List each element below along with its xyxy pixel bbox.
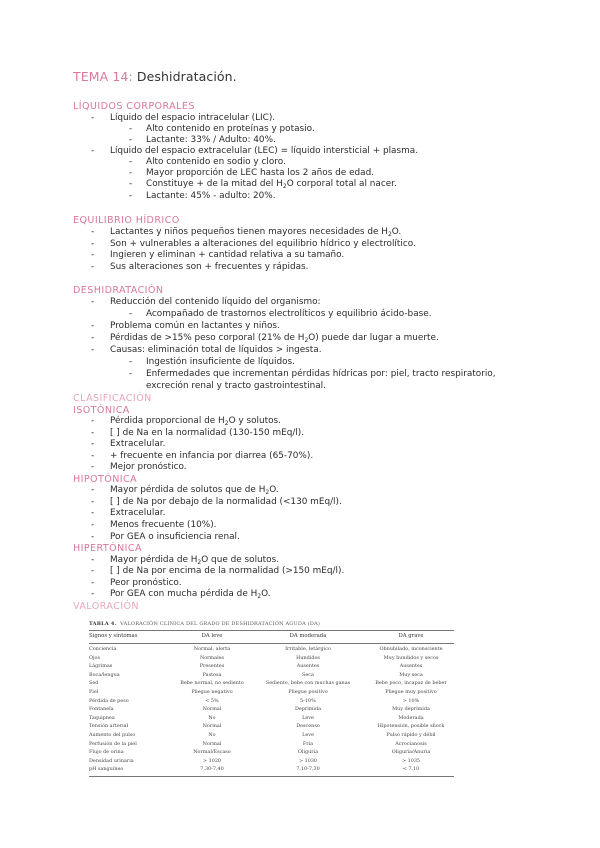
list-item: - + frecuente en infancia por diarrea (65-70%).	[91, 451, 314, 461]
heading-equilibrio: EQUILIBRIO HÍDRICO	[73, 215, 180, 226]
table-cell: Perfusión de la piel	[89, 740, 137, 747]
table-cell: Pastosa	[202, 671, 222, 678]
heading-hipertonica: HIPERTÓNICA	[73, 543, 142, 554]
table-cell: 5-10%	[300, 697, 316, 704]
list-item: - Pérdida proporcional de $H_2O$ y solutos.	[91, 416, 281, 427]
list-item: - Líquido del espacio intracelular (LIC).	[91, 113, 276, 123]
table-cell: Oliguria	[297, 749, 319, 756]
table-cell: Normal, alerta	[193, 646, 231, 652]
table-rule-top	[89, 630, 454, 631]
list-item: - Mayor pérdida de $H_2O$ que de solutos.	[91, 555, 280, 566]
table-cell: Acrocianosis	[395, 740, 427, 747]
table-cell: Hipotensión, posible shock	[377, 723, 445, 730]
table-cell: Fontanela	[89, 706, 114, 713]
table-cell: Normales	[199, 654, 225, 661]
table-cell: Pulso rápido y débil	[386, 732, 436, 738]
table-cell: < 5%	[205, 697, 219, 704]
table-cell: Obnubilado, inconsciente	[379, 646, 443, 652]
table-header-cell: DA moderada	[289, 633, 327, 639]
list-item: - Enfermedades que incrementan pérdidas hídricas por: piel, tracto respiratorio,	[129, 369, 496, 379]
table-cell: 7,30-7,40	[200, 766, 224, 773]
table-cell: Boca/lengua	[89, 671, 120, 678]
table-cell: No	[208, 732, 216, 738]
table-cell: Aumento del pulso	[89, 732, 136, 738]
table-cell: Leve	[302, 714, 314, 721]
table-caption: TABLA 4. VALORACIÓN CLÍNICA DEL GRADO DE DESHIDRATACIÓN AGUDA (DA)	[89, 621, 321, 627]
table-row	[89, 749, 454, 758]
table-cell: Fría	[302, 740, 314, 747]
list-item: - Lactantes y niños pequeños tienen mayores necesidades de $H_2O$.	[91, 227, 402, 238]
table-cell: No	[208, 714, 216, 721]
table-cell: Piel	[89, 689, 99, 695]
list-item: - Líquido del espacio extracelular (LEC) = líquido intersticial + plasma.	[91, 146, 419, 156]
table-row	[89, 741, 454, 750]
list-item: - Lactante: 33% / Adulto: 40%.	[129, 135, 276, 145]
table-row	[89, 680, 454, 689]
heading-hipotonica: HIPOTÓNICA	[73, 474, 138, 485]
table-cell: Flujo de orina	[89, 749, 124, 756]
list-item: - Son + vulnerables a alteraciones del equilibrio hídrico y electrolítico.	[91, 239, 416, 249]
list-item-continuation: excreción renal y tracto gastrointestinal.	[146, 381, 326, 391]
list-item: - Reducción del contenido líquido del organismo:	[91, 297, 321, 307]
table-cell: > 10%	[402, 697, 420, 704]
list-item: - Mejor pronóstico.	[91, 462, 187, 472]
table-cell: Descenso	[296, 723, 320, 730]
table-cell: Pliegue muy positivo	[385, 689, 437, 695]
table-row	[89, 766, 454, 775]
table-cell: Seca	[302, 671, 314, 678]
list-item: - Constituye + de la mitad del $H_2O$ corporal total al nacer.	[129, 179, 397, 190]
table-rule-bottom	[89, 776, 454, 777]
list-item: - Lactante: 45% - adulto: 20%.	[129, 191, 276, 201]
list-item: - Alto contenido en proteínas y potasio.	[129, 124, 315, 134]
page-title	[73, 69, 237, 84]
table-cell: Bebe normal, no sediento	[180, 680, 244, 687]
table-cell: Tensión arterial	[89, 723, 129, 730]
table-cell: Presentes	[199, 663, 225, 670]
table-row	[89, 663, 454, 672]
table-row	[89, 732, 454, 741]
table-cell: Normal/Escaso	[193, 749, 231, 756]
list-item: - Problema común en lactantes y niños.	[91, 321, 280, 331]
list-item: - [ ] de Na en la normalidad (130-150 mEq/l).	[91, 428, 305, 438]
table-row	[89, 698, 454, 707]
list-item: - Peor pronóstico.	[91, 578, 182, 588]
table-header-cell: DA leve	[201, 633, 223, 639]
heading-liquidos: LÍQUIDOS CORPORALES	[73, 101, 195, 112]
table-cell: Lágrimas	[89, 663, 113, 670]
list-item: - Pérdidas de >15% peso corporal (21% de $H_2O$) puede dar lugar a muerte.	[91, 333, 439, 344]
table-cell: Normal	[202, 740, 222, 747]
table-cell: Ausentes	[399, 663, 423, 670]
table-cell: Normal	[202, 723, 222, 730]
table-row	[89, 706, 454, 715]
table-cell: Hundidos	[296, 654, 320, 661]
table-cell: Pérdida de peso	[89, 697, 129, 704]
table-cell: Sediento, bebe con muchas ganas	[265, 680, 351, 687]
table-row	[89, 672, 454, 681]
list-item: - Extracelular.	[91, 439, 166, 449]
table-row	[89, 689, 454, 698]
table-cell: pH sanguíneo	[89, 766, 124, 773]
table-row	[89, 646, 454, 655]
heading-isotonica: ISOTÓNICA	[73, 405, 130, 416]
table-cell: 7,10-7,30	[296, 766, 320, 773]
table-row	[89, 758, 454, 767]
table-cell: Oliguria/Anuria	[391, 749, 431, 756]
list-item: - Acompañado de trastornos electrolíticos y equilibrio ácido-base.	[129, 309, 432, 319]
table-rule-header	[89, 643, 454, 644]
list-item: - Por GEA con mucha pérdida de $H_2O$.	[91, 589, 271, 600]
table-cell: Bebe poco, incapaz de beber	[375, 680, 447, 687]
table-cell: Pliegue negativo	[191, 689, 233, 695]
list-item: - Alto contenido en sodio y cloro.	[129, 157, 286, 167]
table-row	[89, 655, 454, 664]
list-item: - Mayor proporción de LEC hasta los 2 años de edad.	[129, 168, 375, 178]
table-cell: < 7,10	[402, 766, 420, 773]
table-cell: Leve	[302, 732, 314, 738]
list-item: - Menos frecuente (10%).	[91, 520, 217, 530]
list-item: - [ ] de Na por encima de la normalidad (>150 mEq/l).	[91, 566, 345, 576]
list-item: - Mayor pérdida de solutos que de $H_2O$.	[91, 485, 279, 496]
table-cell: Moderada	[398, 714, 424, 721]
heading-valoracion: VALORACIÓN	[73, 601, 139, 612]
table-cell: Sed	[89, 680, 99, 687]
table-cell: Normal	[202, 706, 222, 713]
valoracion-table	[86, 618, 454, 778]
list-item: - Ingestión insuficiente de líquidos.	[129, 357, 295, 367]
table-header-cell: DA grave	[398, 633, 424, 639]
heading-deshidratacion: DESHIDRATACIÓN	[73, 285, 164, 296]
table-cell: Muy deprimida	[392, 706, 430, 713]
table-cell: Deprimida	[294, 706, 322, 713]
table-cell: Ojos	[89, 654, 100, 661]
table-cell: Muy hundidos y secos	[383, 654, 439, 661]
table-cell: Muy seca	[399, 671, 423, 678]
table-cell: > 1035	[401, 757, 421, 764]
table-cell: Irritable, letárgico	[285, 646, 331, 652]
title-number: TEMA 14:	[73, 69, 133, 84]
list-item: - Sus alteraciones son + frecuentes y rápidas.	[91, 262, 309, 272]
list-item: - Extracelular.	[91, 508, 166, 518]
table-cell: > 1030	[298, 757, 318, 764]
table-cell: Densidad urinaria	[89, 757, 134, 764]
table-cell: Ausentes	[296, 663, 320, 670]
table-cell: Taquipnea	[89, 714, 115, 721]
table-header-cell: Signos y síntomas	[89, 633, 138, 639]
table-cell: Pliegue positivo	[288, 689, 328, 695]
list-item: - Por GEA o insuficiencia renal.	[91, 532, 240, 542]
list-item: - Causas: eliminación total de líquidos > ingesta.	[91, 345, 322, 355]
list-item: - [ ] de Na por debajo de la normalidad (<130 mEq/l).	[91, 497, 342, 507]
table-cell: > 1020	[202, 757, 222, 764]
table-cell: Conciencia	[89, 646, 117, 652]
list-item: - Ingieren y eliminan + cantidad relativa a su tamaño.	[91, 250, 345, 260]
title-text: Deshidratación.	[136, 69, 237, 84]
heading-clasificacion: CLASIFICACIÓN	[73, 393, 152, 404]
table-row	[89, 723, 454, 732]
